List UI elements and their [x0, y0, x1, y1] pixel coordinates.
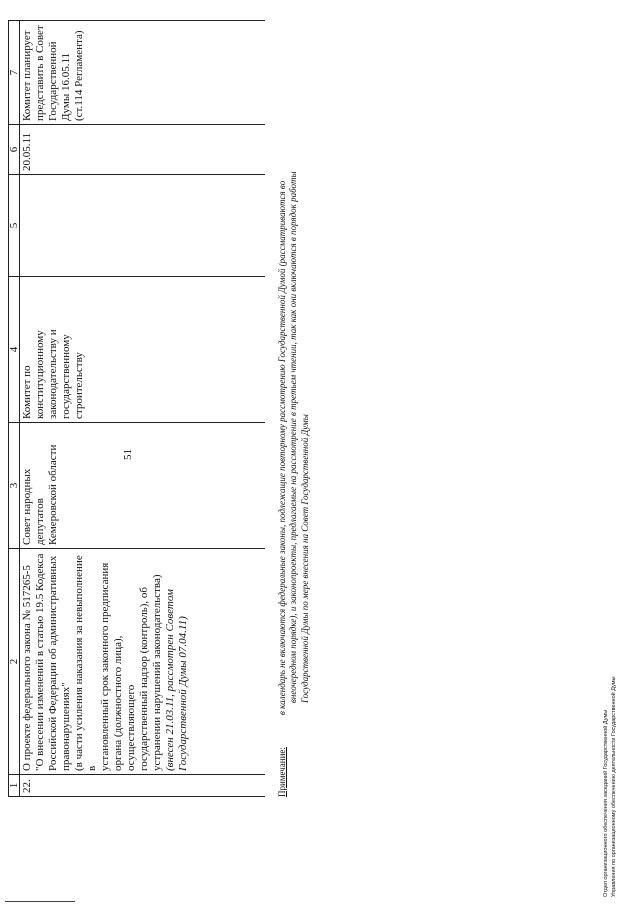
header-col-6: 6 [9, 125, 20, 175]
page-number: 51 [122, 449, 134, 460]
note-line: Государственной [46, 41, 59, 121]
footer-line: Управления по организационному обеспечению деятельности Государственной Думы [610, 676, 617, 897]
notes-line: Государственной Думы по мере внесения на Совет Государственной Думы [299, 414, 310, 703]
desc-italic-line: Государственной Думы 07.04.11) [176, 616, 189, 771]
footer [603, 677, 618, 898]
note-line: (ст.114 Регламента) [72, 30, 85, 121]
desc-line: устранении нарушений законодательства) [150, 574, 163, 771]
desc-line: государственный надзор (контроль), об [137, 587, 150, 771]
committee-line: Комитет по [21, 365, 33, 419]
desc-line: Российской Федерации об административных [46, 555, 59, 771]
header-col-5: 5 [9, 175, 20, 277]
calendar-table [8, 20, 265, 797]
header-col-7: 7 [9, 21, 20, 125]
notes-line: внеочередном порядке), и законопроекты, предлагаемые на рассмотрение в третьем чтении, так как они включаются в порядок работы [288, 171, 299, 703]
header-col-3: 3 [9, 423, 20, 549]
initiator-line: депутатов [33, 498, 46, 545]
initiator-line: Кемеровской области [46, 444, 59, 545]
header-col-4: 4 [9, 277, 20, 423]
desc-line: (в части усиления наказания за невыполнение в [72, 555, 98, 771]
initiator-cell [20, 423, 265, 549]
notes-line: в календарь не включаются федеральные законы, подлежащие повторному рассмотрению Государственной Думой (рассматриваются во [277, 180, 287, 715]
committee-line: законодательству и [46, 329, 59, 419]
desc-line: органа (должностного лица), осуществляющего [111, 635, 137, 771]
footer-line: Отдел организационного обеспечения заседаний Государственной Думы [603, 709, 609, 897]
date-cell: 20.05.11 [20, 125, 265, 175]
note-line: Думы 16.05.11 [59, 52, 72, 121]
initiator-line: Совет народных [21, 468, 33, 545]
col5-cell [20, 175, 265, 277]
table-row [20, 21, 265, 797]
bill-description [20, 549, 265, 775]
committee-line: строительству [72, 352, 85, 419]
notes-label: Примечание: [277, 747, 287, 797]
committee-cell [20, 277, 265, 423]
header-col-2: 2 [9, 549, 20, 775]
note-line: представить в Совет [33, 25, 46, 121]
note-cell [20, 21, 265, 125]
committee-line: конституционному [33, 330, 46, 419]
desc-line: установленный срок законного предписания [98, 562, 111, 771]
row-number: 22. [20, 775, 265, 797]
desc-italic-line: (внесен 21.03.11, рассмотрен Советом [163, 589, 176, 771]
header-col-1: 1 [9, 775, 20, 797]
desc-line: "О внесении изменений в статью 19.5 Кодекса [33, 553, 46, 771]
committee-line: государственному [59, 334, 72, 419]
desc-line: О проекте федерального закона № 517265-5 [21, 565, 33, 771]
table-header-row [9, 21, 20, 797]
desc-line: правонарушениях" [59, 682, 72, 771]
notes-text [277, 75, 311, 715]
margin-line [5, 901, 75, 902]
note-line: Комитет планирует [21, 30, 33, 121]
